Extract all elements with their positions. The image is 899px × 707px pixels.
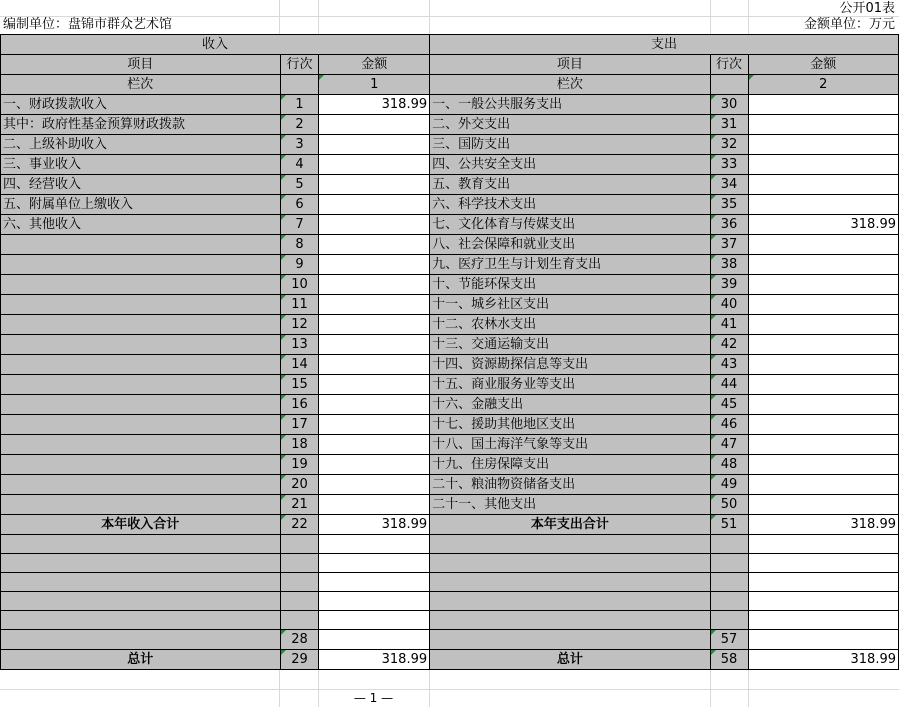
expense-row-number bbox=[710, 611, 748, 630]
income-row-number: 3 bbox=[280, 135, 319, 155]
income-amount-cell[interactable] bbox=[319, 135, 430, 155]
expense-row-number: 42 bbox=[710, 335, 748, 355]
income-amount-cell[interactable]: 318.99 bbox=[319, 95, 430, 115]
table-row bbox=[1, 455, 899, 475]
income-amount-cell[interactable] bbox=[319, 573, 430, 592]
expense-item-label: 一、一般公共服务支出 bbox=[430, 95, 710, 115]
table-row bbox=[1, 495, 899, 515]
table-row bbox=[1, 215, 899, 235]
income-amount-cell[interactable] bbox=[319, 315, 430, 335]
income-item-label: 其中：政府性基金预算财政拨款 bbox=[1, 115, 281, 135]
expense-item-label: 十、节能环保支出 bbox=[430, 275, 710, 295]
income-amount-cell[interactable] bbox=[319, 175, 430, 195]
income-row-number: 7 bbox=[280, 215, 319, 235]
section-header-row bbox=[1, 35, 899, 55]
expense-row-number: 37 bbox=[710, 235, 748, 255]
expense-item-label bbox=[430, 592, 710, 611]
income-row-number: 14 bbox=[280, 355, 319, 375]
unit-label: 金额单位：万元 bbox=[803, 17, 895, 32]
income-index-blank bbox=[280, 75, 319, 95]
income-amount-cell[interactable] bbox=[319, 435, 430, 455]
expense-row-number bbox=[710, 573, 748, 592]
expense-item-label: 二十、粮油物资储备支出 bbox=[430, 475, 710, 495]
expense-amount-cell[interactable] bbox=[748, 573, 899, 592]
income-amount-cell[interactable] bbox=[319, 592, 430, 611]
income-item-label bbox=[1, 495, 281, 515]
income-index-label: 栏次 bbox=[1, 75, 281, 95]
income-item-label bbox=[1, 573, 281, 592]
income-year-total-label: 本年收入合计 bbox=[1, 515, 281, 535]
expense-item-label: 十八、国土海洋气象等支出 bbox=[430, 435, 710, 455]
expense-item-label: 十一、城乡社区支出 bbox=[430, 295, 710, 315]
income-row-number: 28 bbox=[280, 630, 319, 650]
table-row bbox=[1, 375, 899, 395]
expense-year-total-label: 本年支出合计 bbox=[430, 515, 710, 535]
expense-amount-cell[interactable] bbox=[748, 275, 899, 295]
blank-row bbox=[1, 611, 899, 630]
income-row-number: 10 bbox=[280, 275, 319, 295]
expense-row-number bbox=[710, 592, 748, 611]
expense-row-number: 49 bbox=[710, 475, 748, 495]
income-row-number: 6 bbox=[280, 195, 319, 215]
income-row-number: 9 bbox=[280, 255, 319, 275]
income-amount-cell[interactable] bbox=[319, 535, 430, 554]
gridline bbox=[0, 689, 899, 690]
expense-amount-cell[interactable] bbox=[748, 415, 899, 435]
income-amount-cell[interactable] bbox=[319, 355, 430, 375]
expense-row-number: 36 bbox=[710, 215, 748, 235]
income-item-label bbox=[1, 592, 281, 611]
table-row bbox=[1, 195, 899, 215]
expense-row-number: 34 bbox=[710, 175, 748, 195]
income-amount-cell[interactable] bbox=[319, 195, 430, 215]
table-row bbox=[1, 395, 899, 415]
income-amount-cell[interactable] bbox=[319, 475, 430, 495]
income-item-label bbox=[1, 554, 281, 573]
expense-amount-cell[interactable] bbox=[748, 195, 899, 215]
page-number: — 1 — bbox=[353, 691, 394, 705]
income-item-header: 项目 bbox=[1, 55, 281, 75]
income-row-number bbox=[280, 592, 319, 611]
income-item-label bbox=[1, 455, 281, 475]
income-amount-cell[interactable] bbox=[319, 611, 430, 630]
expense-year-total-amount[interactable]: 318.99 bbox=[748, 515, 899, 535]
expense-row-number: 38 bbox=[710, 255, 748, 275]
expense-item-label: 九、医疗卫生与计划生育支出 bbox=[430, 255, 710, 275]
income-year-total-number: 22 bbox=[280, 515, 319, 535]
expense-amount-cell[interactable] bbox=[748, 455, 899, 475]
table-row bbox=[1, 475, 899, 495]
expense-row-number: 30 bbox=[710, 95, 748, 115]
year-total-row bbox=[1, 515, 899, 535]
org-label: 编制单位：盘锦市群众艺术馆 bbox=[3, 17, 173, 32]
expense-amount-cell[interactable] bbox=[748, 592, 899, 611]
table-row bbox=[1, 95, 899, 115]
expense-item-label: 八、社会保障和就业支出 bbox=[430, 235, 710, 255]
table-code: 公开01表 bbox=[839, 1, 895, 16]
column-header-row bbox=[1, 55, 899, 75]
income-item-label bbox=[1, 611, 281, 630]
table-row bbox=[1, 435, 899, 455]
income-item-label bbox=[1, 535, 281, 554]
expense-row-number: 35 bbox=[710, 195, 748, 215]
expense-col-index[interactable]: 2 bbox=[748, 75, 899, 95]
expense-amount-cell[interactable] bbox=[748, 175, 899, 195]
expense-amount-cell[interactable] bbox=[748, 475, 899, 495]
income-item-label bbox=[1, 435, 281, 455]
expense-amount-cell[interactable] bbox=[748, 355, 899, 375]
income-item-label bbox=[1, 355, 281, 375]
expense-row-number: 39 bbox=[710, 275, 748, 295]
expense-row-number: 32 bbox=[710, 135, 748, 155]
income-amount-cell[interactable] bbox=[319, 275, 430, 295]
income-row-number: 13 bbox=[280, 335, 319, 355]
income-item-label: 四、经营收入 bbox=[1, 175, 281, 195]
income-item-label: 二、上级补助收入 bbox=[1, 135, 281, 155]
expense-amount-cell[interactable] bbox=[748, 630, 899, 650]
expense-item-label: 五、教育支出 bbox=[430, 175, 710, 195]
expense-amount-cell[interactable] bbox=[748, 255, 899, 275]
expense-item-label bbox=[430, 573, 710, 592]
income-amount-cell[interactable] bbox=[319, 295, 430, 315]
income-amount-cell[interactable] bbox=[319, 155, 430, 175]
expense-row-number bbox=[710, 554, 748, 573]
expense-item-label: 十二、农林水支出 bbox=[430, 315, 710, 335]
expense-amount-header: 金额 bbox=[748, 55, 899, 75]
income-amount-cell[interactable] bbox=[319, 630, 430, 650]
income-item-label bbox=[1, 630, 281, 650]
pre-total-row bbox=[1, 630, 899, 650]
income-row-number: 16 bbox=[280, 395, 319, 415]
expense-item-label: 四、公共安全支出 bbox=[430, 155, 710, 175]
expense-index-blank bbox=[710, 75, 748, 95]
income-row-number bbox=[280, 611, 319, 630]
table-row bbox=[1, 155, 899, 175]
table-row bbox=[1, 295, 899, 315]
income-row-number: 15 bbox=[280, 375, 319, 395]
expense-item-label: 十六、金融支出 bbox=[430, 395, 710, 415]
income-row-number bbox=[280, 573, 319, 592]
income-row-number: 17 bbox=[280, 415, 319, 435]
table-row bbox=[1, 255, 899, 275]
expense-item-label bbox=[430, 535, 710, 554]
income-year-total-amount[interactable]: 318.99 bbox=[319, 515, 430, 535]
expense-year-total-number: 51 bbox=[710, 515, 748, 535]
expense-item-label: 二、外交支出 bbox=[430, 115, 710, 135]
income-amount-cell[interactable] bbox=[319, 255, 430, 275]
income-amount-cell[interactable] bbox=[319, 395, 430, 415]
income-item-label bbox=[1, 235, 281, 255]
table-row bbox=[1, 315, 899, 335]
income-row-number: 21 bbox=[280, 495, 319, 515]
table-row bbox=[1, 415, 899, 435]
expense-row-number: 50 bbox=[710, 495, 748, 515]
budget-table bbox=[0, 34, 899, 670]
income-grand-total-amount[interactable]: 318.99 bbox=[319, 650, 430, 670]
expense-grand-total-number: 58 bbox=[710, 650, 748, 670]
income-row-number: 2 bbox=[280, 115, 319, 135]
income-item-label bbox=[1, 275, 281, 295]
income-amount-cell[interactable] bbox=[319, 235, 430, 255]
expense-row-number: 43 bbox=[710, 355, 748, 375]
table-row bbox=[1, 175, 899, 195]
expense-amount-cell[interactable] bbox=[748, 335, 899, 355]
expense-item-label: 十五、商业服务业等支出 bbox=[430, 375, 710, 395]
expense-amount-cell[interactable]: 318.99 bbox=[748, 215, 899, 235]
income-amount-cell[interactable] bbox=[319, 115, 430, 135]
table-row bbox=[1, 355, 899, 375]
income-item-label: 六、其他收入 bbox=[1, 215, 281, 235]
income-row-number: 5 bbox=[280, 175, 319, 195]
income-grand-total-label: 总计 bbox=[1, 650, 281, 670]
income-item-label: 一、财政拨款收入 bbox=[1, 95, 281, 115]
expense-amount-cell[interactable] bbox=[748, 435, 899, 455]
expense-index-label: 栏次 bbox=[430, 75, 710, 95]
expense-item-label: 十九、住房保障支出 bbox=[430, 455, 710, 475]
income-amount-header: 金额 bbox=[319, 55, 430, 75]
income-amount-cell[interactable] bbox=[319, 495, 430, 515]
income-item-label bbox=[1, 255, 281, 275]
income-item-label bbox=[1, 335, 281, 355]
expense-item-label bbox=[430, 630, 710, 650]
expense-item-label: 三、国防支出 bbox=[430, 135, 710, 155]
expense-amount-cell[interactable] bbox=[748, 295, 899, 315]
expense-row-number: 40 bbox=[710, 295, 748, 315]
expense-row-number: 33 bbox=[710, 155, 748, 175]
expense-amount-cell[interactable] bbox=[748, 535, 899, 554]
expense-amount-cell[interactable] bbox=[748, 611, 899, 630]
expense-row-number: 41 bbox=[710, 315, 748, 335]
blank-row bbox=[1, 535, 899, 554]
expense-amount-cell[interactable] bbox=[748, 315, 899, 335]
expense-item-label bbox=[430, 611, 710, 630]
table-row bbox=[1, 115, 899, 135]
income-item-label: 三、事业收入 bbox=[1, 155, 281, 175]
expense-rowno-header: 行次 bbox=[710, 55, 748, 75]
income-rowno-header: 行次 bbox=[280, 55, 319, 75]
blank-row bbox=[1, 554, 899, 573]
expense-grand-total-amount[interactable]: 318.99 bbox=[748, 650, 899, 670]
expense-amount-cell[interactable] bbox=[748, 95, 899, 115]
income-item-label bbox=[1, 475, 281, 495]
expense-amount-cell[interactable] bbox=[748, 115, 899, 135]
income-item-label bbox=[1, 375, 281, 395]
income-row-number: 18 bbox=[280, 435, 319, 455]
expense-row-number: 48 bbox=[710, 455, 748, 475]
expense-row-number bbox=[710, 535, 748, 554]
column-index-row bbox=[1, 75, 899, 95]
expense-row-number: 47 bbox=[710, 435, 748, 455]
expense-section-header: 支出 bbox=[430, 35, 899, 55]
blank-row bbox=[1, 592, 899, 611]
expense-row-number: 44 bbox=[710, 375, 748, 395]
expense-item-label: 二十一、其他支出 bbox=[430, 495, 710, 515]
expense-row-number: 31 bbox=[710, 115, 748, 135]
income-amount-cell[interactable] bbox=[319, 215, 430, 235]
expense-item-label: 十四、资源勘探信息等支出 bbox=[430, 355, 710, 375]
expense-row-number: 45 bbox=[710, 395, 748, 415]
expense-amount-cell[interactable] bbox=[748, 235, 899, 255]
expense-item-label: 七、文化体育与传媒支出 bbox=[430, 215, 710, 235]
expense-grand-total-label: 总计 bbox=[430, 650, 710, 670]
expense-amount-cell[interactable] bbox=[748, 135, 899, 155]
income-row-number: 1 bbox=[280, 95, 319, 115]
income-row-number: 11 bbox=[280, 295, 319, 315]
expense-amount-cell[interactable] bbox=[748, 554, 899, 573]
table-row bbox=[1, 135, 899, 155]
income-item-label bbox=[1, 395, 281, 415]
expense-item-header: 项目 bbox=[430, 55, 710, 75]
income-section-header: 收入 bbox=[1, 35, 430, 55]
income-amount-cell[interactable] bbox=[319, 375, 430, 395]
income-amount-cell[interactable] bbox=[319, 415, 430, 435]
income-grand-total-number: 29 bbox=[280, 650, 319, 670]
income-amount-cell[interactable] bbox=[319, 455, 430, 475]
grand-total-row bbox=[1, 650, 899, 670]
expense-row-number: 57 bbox=[710, 630, 748, 650]
expense-item-label bbox=[430, 554, 710, 573]
table-row bbox=[1, 335, 899, 355]
income-item-label bbox=[1, 315, 281, 335]
expense-amount-cell[interactable] bbox=[748, 375, 899, 395]
expense-item-label: 十三、交通运输支出 bbox=[430, 335, 710, 355]
income-col-index[interactable]: 1 bbox=[319, 75, 430, 95]
income-row-number bbox=[280, 535, 319, 554]
income-item-label bbox=[1, 295, 281, 315]
income-row-number: 19 bbox=[280, 455, 319, 475]
expense-item-label: 十七、援助其他地区支出 bbox=[430, 415, 710, 435]
income-item-label: 五、附属单位上缴收入 bbox=[1, 195, 281, 215]
expense-item-label: 六、科学技术支出 bbox=[430, 195, 710, 215]
table-row bbox=[1, 235, 899, 255]
expense-amount-cell[interactable] bbox=[748, 155, 899, 175]
income-amount-cell[interactable] bbox=[319, 554, 430, 573]
blank-row bbox=[1, 573, 899, 592]
income-row-number: 20 bbox=[280, 475, 319, 495]
expense-row-number: 46 bbox=[710, 415, 748, 435]
income-row-number bbox=[280, 554, 319, 573]
income-amount-cell[interactable] bbox=[319, 335, 430, 355]
income-row-number: 4 bbox=[280, 155, 319, 175]
income-item-label bbox=[1, 415, 281, 435]
income-row-number: 12 bbox=[280, 315, 319, 335]
table-row bbox=[1, 275, 899, 295]
income-row-number: 8 bbox=[280, 235, 319, 255]
expense-amount-cell[interactable] bbox=[748, 495, 899, 515]
expense-amount-cell[interactable] bbox=[748, 395, 899, 415]
